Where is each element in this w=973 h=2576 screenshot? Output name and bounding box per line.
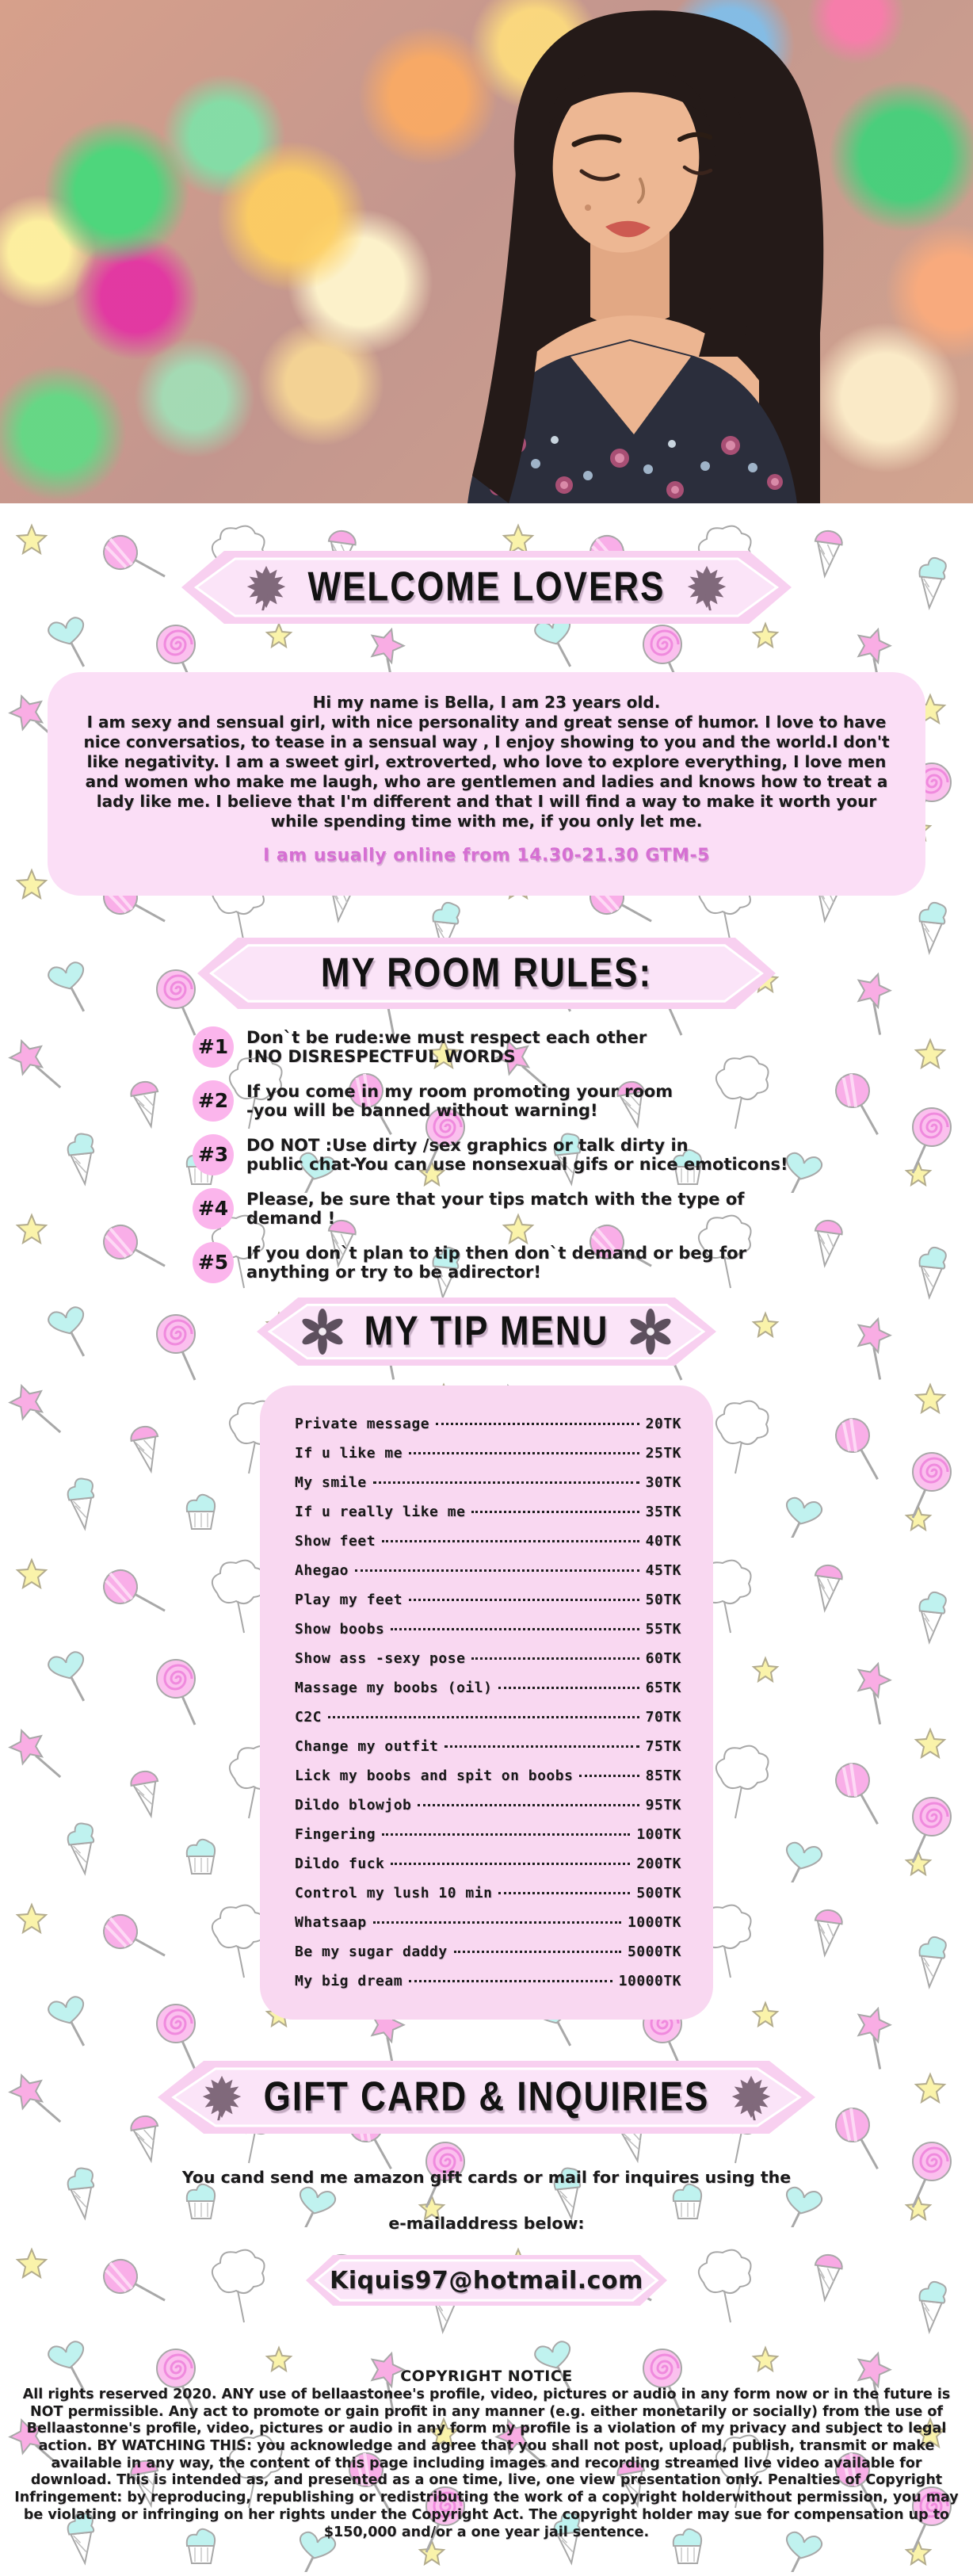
tip-menu-row [295,1621,681,1638]
tip-price: 95TK [645,1797,681,1814]
room-rules-title: MY ROOM RULES: [320,950,653,996]
tip-label: My smile [295,1474,367,1491]
tip-menu-row [295,1856,681,1872]
dotted-leader [409,1599,639,1601]
copyright-body: All rights reserved 2020. ANY use of bellaastonee's profile, video, pictures or audio in any form now or in the future is NOT permissible. Any act to promote or gain profit in any manner (e.g. either monetarily or socially) from the use of Bellaastonne's profile, video, pictures or audio in any form my profile is a violation of my privacy and subject to legal action. BY WATCHING THIS: you acknowledge and agree that you shall not post, upload, publish, transmit or make available in any way, the content of this page including images and recording streamed live video available for download. This is intended as, and presented as a one time, live, one view presentation only. Penalties of Copyright Infringement: by reproducing, republishing or redistributing the work of a copyright holderwithout permission, you may be violating or infringing on her rights under the Copyright Act. The copyright holder may sue for compensation up to $150,000 and/or a one year jail sentence. [14,2387,959,2540]
tip-label: If u like me [295,1445,403,1462]
tip-price: 40TK [645,1533,681,1550]
gift-card-banner [158,2061,815,2134]
gift-instructions-line1: You cand send me amazon gift cards or mail for inquires using the [181,2168,792,2187]
dotted-leader [445,1745,639,1748]
online-schedule: I am usually online from 14.30-21.30 GTM-5 [263,846,710,866]
rule-line2: demand ! [246,1208,336,1228]
flower-icon [626,1307,675,1356]
model-photo-illustration [309,0,911,503]
tip-label: Whatsaap [295,1914,367,1931]
rule-line2: public chat-You can use nonsexual gifs or nice emoticons! [246,1154,788,1174]
tip-menu-row [295,1709,681,1726]
maple-leaf-icon [727,2073,776,2122]
rule-line1: Please, be sure that your tips match with the type of [246,1190,745,1209]
tip-price: 85TK [645,1768,681,1784]
rule-number-badge: #3 [193,1134,234,1175]
tip-label: C2C [295,1709,322,1726]
tip-label: Control my lush 10 min [295,1885,493,1901]
tip-label: If u really like me [295,1504,466,1520]
dotted-leader [382,1833,630,1836]
tip-label: Show ass -sexy pose [295,1650,466,1667]
gift-instructions-line2: e-mailaddress below: [388,2214,585,2233]
tip-label: My big dream [295,1973,403,1989]
tip-menu-row [295,1943,681,1960]
dotted-leader [579,1775,639,1777]
rules-list [193,1026,890,1296]
dotted-leader [498,1687,639,1689]
rule-line2: -you will be banned without warning! [246,1100,598,1120]
tip-menu-row [295,1914,681,1931]
tip-menu-row [295,1826,681,1843]
tip-price: 10000TK [618,1973,681,1989]
tip-price: 70TK [645,1709,681,1726]
flower-icon [298,1307,347,1356]
rule-item [193,1026,890,1068]
rule-text [246,1080,673,1120]
tip-label: Lick my boobs and spit on boobs [295,1768,574,1784]
welcome-banner-title: WELCOME LOVERS [307,564,666,610]
tip-price: 500TK [636,1885,681,1901]
tip-price: 100TK [636,1826,681,1843]
tip-label: Show feet [295,1533,376,1550]
tip-menu-card [260,1385,713,2020]
tip-price: 5000TK [627,1943,681,1960]
rule-number-badge: #1 [193,1026,234,1068]
rule-item [193,1188,890,1229]
tip-menu-row [295,1533,681,1550]
rule-text [246,1188,744,1228]
rule-text [246,1026,647,1066]
tip-price: 60TK [645,1650,681,1667]
dotted-leader [418,1804,639,1806]
gift-card-title: GIFT CARD & INQUIRIES [263,2073,710,2120]
dotted-leader [373,1921,621,1924]
maple-leaf-icon [242,563,291,612]
dotted-leader [498,1892,630,1894]
dotted-leader [409,1452,639,1454]
tip-price: 35TK [645,1504,681,1520]
tip-label: Ahegao [295,1562,349,1579]
rule-text [246,1242,746,1282]
dotted-leader [409,1980,612,1982]
rule-line1: Don`t be rude:we must respect each other [246,1028,647,1047]
tip-price: 55TK [645,1621,681,1638]
tip-menu-row [295,1474,681,1491]
rule-text [246,1134,788,1174]
dotted-leader [454,1951,621,1953]
tip-label: Change my outfit [295,1738,439,1755]
tip-price: 30TK [645,1474,681,1491]
rule-line1: DO NOT :Use dirty /sex graphics or talk dirty in [246,1136,689,1155]
tip-price: 45TK [645,1562,681,1579]
dotted-leader [391,1628,639,1630]
profile-photo [0,0,973,503]
tip-menu-row [295,1680,681,1696]
tip-menu-row [295,1650,681,1667]
tip-menu-row [295,1592,681,1608]
dotted-leader [373,1481,639,1484]
rule-number-badge: #2 [193,1080,234,1122]
dotted-leader [471,1511,639,1513]
tip-label: Dildo blowjob [295,1797,412,1814]
tip-price: 200TK [636,1856,681,1872]
tip-label: Private message [295,1416,430,1432]
tip-menu-row [295,1973,681,1989]
tip-label: Show boobs [295,1621,385,1638]
rule-line2: anything or try to be adirector! [246,1262,541,1282]
email-address[interactable]: Kiquis97@hotmail.com [330,2266,643,2295]
dotted-leader [355,1569,639,1572]
tip-price: 50TK [645,1592,681,1608]
tip-menu-row [295,1738,681,1755]
tip-label: Play my feet [295,1592,403,1608]
tip-menu-title: MY TIP MENU [364,1308,609,1355]
tip-price: 65TK [645,1680,681,1696]
copyright-title: COPYRIGHT NOTICE [400,2368,573,2385]
rule-item [193,1080,890,1122]
dotted-leader [328,1716,639,1718]
welcome-banner [181,551,792,624]
tip-label: Be my sugar daddy [295,1943,448,1960]
tip-menu-row [295,1768,681,1784]
tip-menu-row [295,1504,681,1520]
maple-leaf-icon [682,563,731,612]
intro-paragraph [76,693,897,831]
tip-menu-row [295,1562,681,1579]
tip-menu-row [295,1797,681,1814]
rule-line1: If you come in my room promoting your room [246,1082,673,1101]
intro-line1: Hi my name is Bella, I am 23 years old. [312,693,661,712]
tip-menu-banner [257,1298,716,1366]
tip-label: Dildo fuck [295,1856,385,1872]
rule-number-badge: #4 [193,1188,234,1229]
rule-line2: !NO DISRESPECTFUL WORDS [246,1046,516,1066]
copyright-section [11,2368,962,2541]
tip-label: Fingering [295,1826,376,1843]
rule-number-badge: #5 [193,1242,234,1283]
content-area [0,503,973,2576]
tip-price: 20TK [645,1416,681,1432]
dotted-leader [471,1657,639,1660]
tip-menu-row [295,1416,681,1432]
tip-price: 25TK [645,1445,681,1462]
room-rules-banner [197,938,776,1009]
email-banner[interactable] [306,2255,667,2306]
dotted-leader [382,1540,639,1542]
tip-price: 75TK [645,1738,681,1755]
tip-menu-list [295,1416,681,1989]
rule-item [193,1242,890,1283]
intro-card [48,672,925,896]
intro-body: I am sexy and sensual girl, with nice personality and great sense of humor. I love to have nice conversatios, to tease in a sensual way , I enjoy showing to you and the world.I don't like negativity. I am a sweet girl, extroverted, who love to explore everything, I love men and women who make me laugh, who are gentlemen and ladies and knows how to treat a lady like me. I believe that I'm different and that I will find a way to make it worth your while spending time with me, if you only let me. [83,713,890,831]
dotted-leader [436,1423,639,1425]
dotted-leader [391,1863,630,1865]
tip-menu-row [295,1885,681,1901]
tip-menu-row [295,1445,681,1462]
maple-leaf-icon [197,2073,246,2122]
rule-item [193,1134,890,1175]
rule-line1: If you don`t plan to tip then don`t demand or beg for [246,1244,746,1263]
tip-label: Massage my boobs (oil) [295,1680,493,1696]
tip-price: 1000TK [627,1914,681,1931]
